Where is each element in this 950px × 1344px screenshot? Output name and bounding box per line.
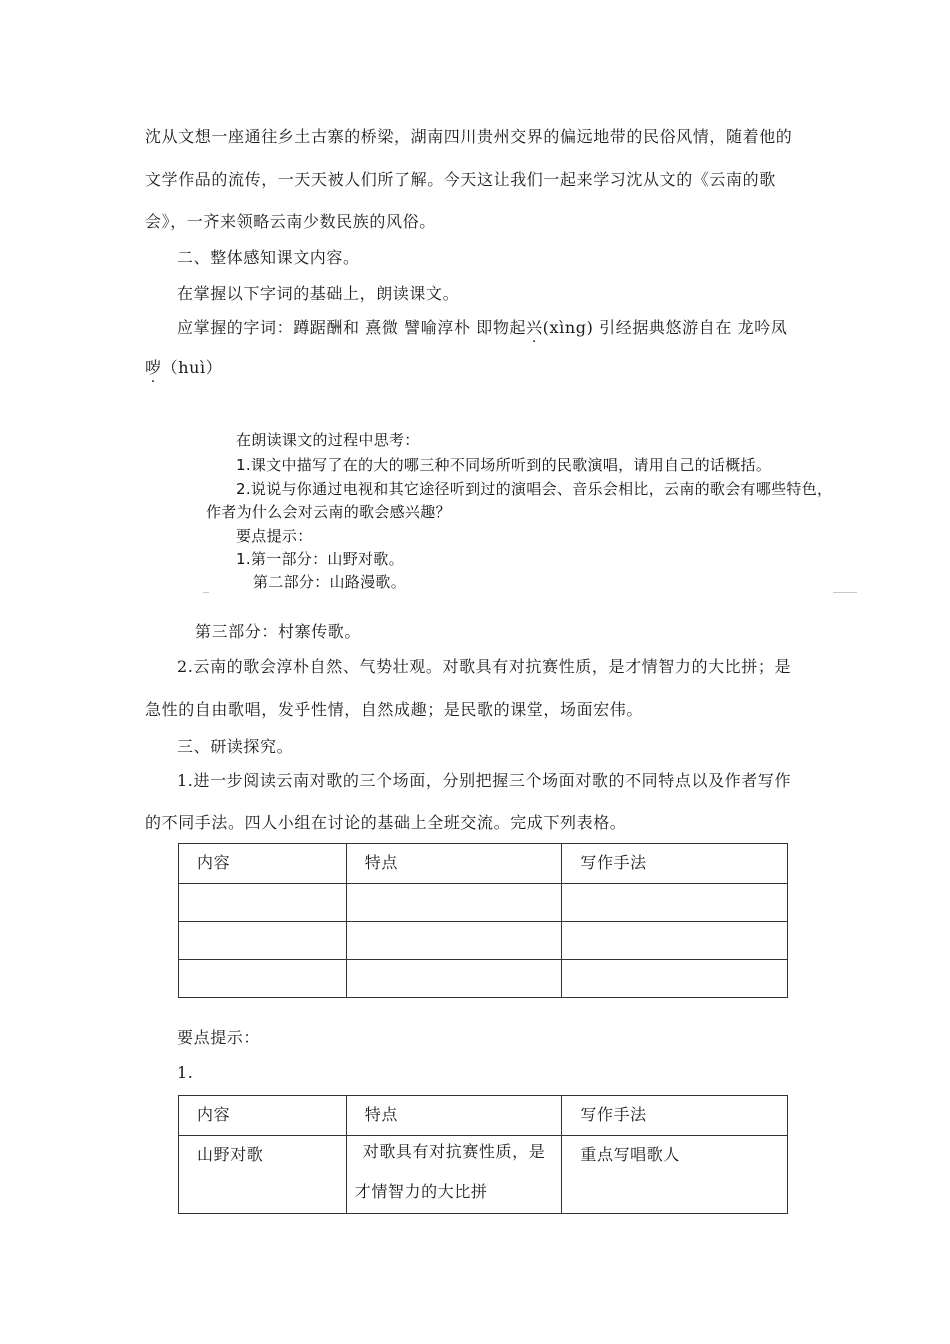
answer-2-line-1: 2.云南的歌会淳朴自然、气势壮观。对歌具有对抗赛性质，是才情智力的大比拼；是: [177, 657, 792, 676]
header-content: 内容: [197, 853, 231, 872]
part-3: 第三部分：村寨传歌。: [195, 622, 362, 641]
vocab-suffix: （huì）: [161, 358, 223, 377]
table-cell[interactable]: [346, 922, 562, 960]
key-points-label-2: 要点提示：: [177, 1028, 261, 1047]
row-technique: 重点写唱歌人: [580, 1145, 680, 1164]
row-content: 山野对歌: [197, 1145, 264, 1164]
reading-question-1: 1.课文中描写了在的大的哪三种不同场所听到的民歌演唱，请用自己的话概括。: [236, 456, 772, 474]
row-feature-line-1: 对歌具有对抗赛性质，是: [362, 1142, 546, 1161]
table-cell[interactable]: [346, 884, 562, 922]
row-feature-line-2: 才情智力的大比拼: [354, 1182, 488, 1201]
table-row: [179, 884, 788, 922]
reading-question-heading: 在朗读课文的过程中思考：: [236, 431, 420, 449]
section3-task-line-1: 1.进一步阅读云南对歌的三个场面，分别把握三个场面对歌的不同特点以及作者写作: [177, 771, 792, 790]
answer-2-line-2: 急性的自由歌唱，发乎性情，自然成趣；是民歌的课堂，场面宏伟。: [145, 700, 644, 719]
header-technique: 写作手法: [580, 1105, 647, 1124]
header-feature: 特点: [364, 1105, 398, 1124]
intro-line-3: 会》，一齐来领略云南少数民族的风俗。: [145, 212, 436, 231]
image-edge-mark-right: [833, 592, 857, 593]
table-cell[interactable]: [562, 960, 788, 998]
answer-table: [178, 1095, 788, 1214]
reading-question-2-cont: 作者为什么会对云南的歌会感兴趣？: [206, 503, 451, 521]
table-cell[interactable]: [562, 884, 788, 922]
table-cell[interactable]: [179, 884, 347, 922]
intro-line-2: 文学作品的流传，一天天被人们所了解。今天这让我们一起来学习沈从文的《云南的歌: [145, 170, 776, 189]
key-points-number: 1.: [177, 1063, 194, 1082]
worksheet-table: [178, 843, 788, 998]
header-content: 内容: [197, 1105, 231, 1124]
part-1: 1.第一部分：山野对歌。: [236, 550, 404, 568]
table-row: [179, 1136, 788, 1214]
part-2: 第二部分：山路漫歌。: [253, 573, 407, 591]
table-header-row: [179, 844, 788, 884]
section2-heading: 二、整体感知课文内容。: [177, 248, 360, 267]
reading-question-2: 2.说说与你通过电视和其它途径听到过的演唱会、音乐会相比，云南的歌会有哪些特色，: [236, 480, 833, 498]
vocab-dotted-char-1: 兴: [526, 318, 543, 337]
image-edge-mark-left: [203, 592, 209, 593]
table-cell[interactable]: [179, 922, 347, 960]
table-cell[interactable]: [346, 960, 562, 998]
table-cell[interactable]: [562, 922, 788, 960]
key-points-label: 要点提示：: [236, 527, 313, 545]
table-header-row: [179, 1096, 788, 1136]
vocab-prefix: 应掌握的字词：蹲踞酬和 熹微 譬喻淳朴 即物起: [177, 318, 527, 337]
table-row: [179, 922, 788, 960]
vocab-dotted-char-2: 哕: [145, 358, 162, 377]
header-technique: 写作手法: [580, 853, 647, 872]
section3-task-line-2: 的不同手法。四人小组在讨论的基础上全班交流。完成下列表格。: [145, 813, 627, 832]
vocab-line: [177, 318, 787, 338]
vocab-line-2: [145, 358, 222, 378]
table-row: [179, 960, 788, 998]
intro-line-1: 沈从文想一座通往乡土古寨的桥梁，湖南四川贵州交界的偏远地带的民俗风情，随着他的: [145, 127, 793, 146]
vocab-mid: (xìng) 引经据典悠游自在 龙吟凤: [542, 318, 788, 337]
table-cell[interactable]: [179, 960, 347, 998]
section3-heading: 三、研读探究。: [177, 737, 294, 756]
section2-instruction: 在掌握以下字词的基础上，朗读课文。: [177, 284, 460, 303]
header-feature: 特点: [364, 853, 398, 872]
